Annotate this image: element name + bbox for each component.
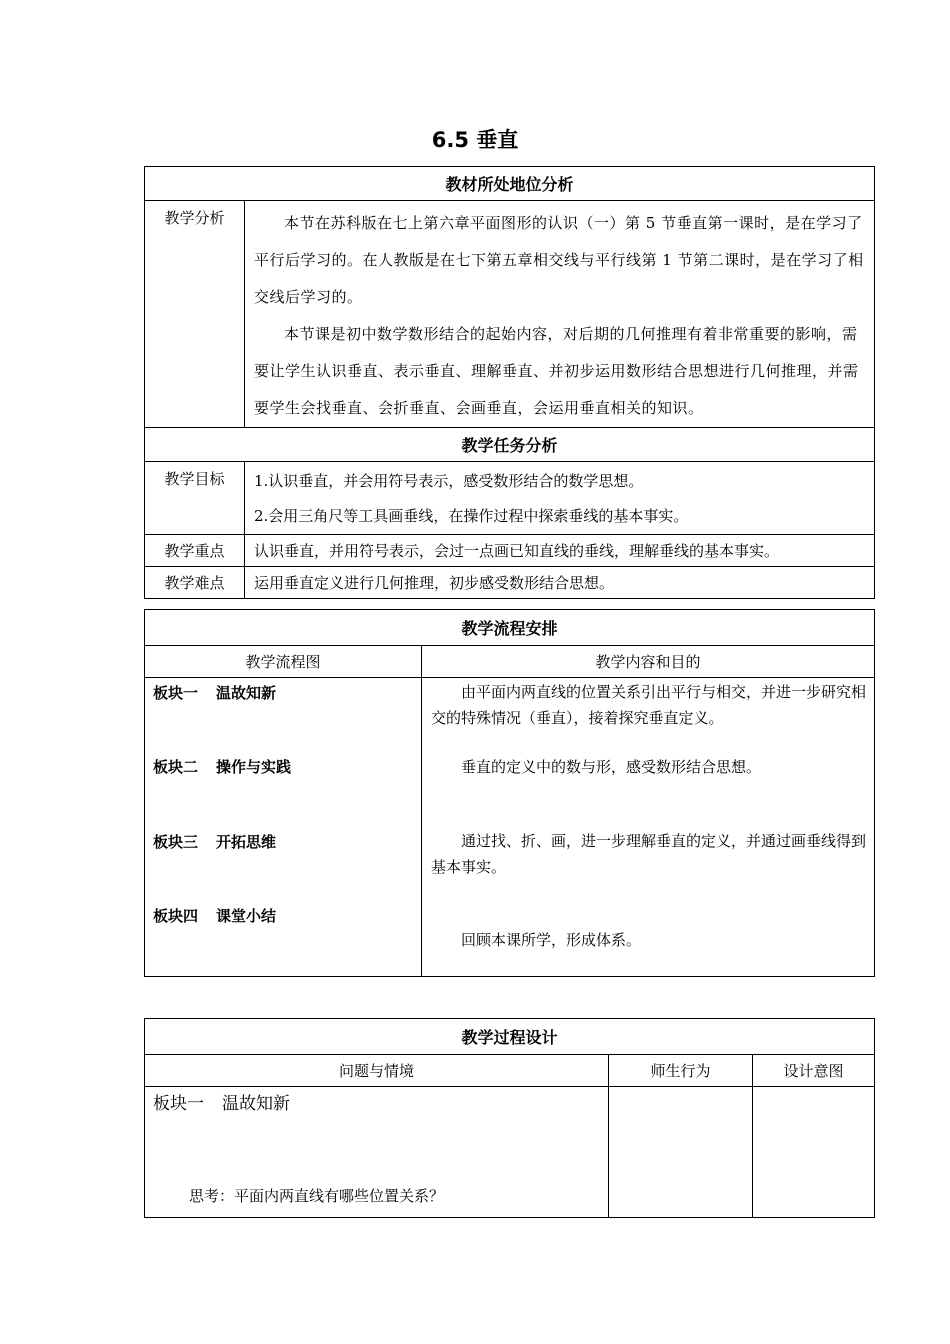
flow-blocks	[145, 678, 422, 977]
flow-block-1: 板块一 温故知新	[153, 684, 277, 702]
process-table	[144, 1018, 875, 1218]
analysis-paragraph: 本节课是初中数学数形结合的起始内容，对后期的几何推理有着非常重要的影响，需要让学生认识垂直、表示垂直、理解垂直、并初步运用数形结合思想进行几何推理，并需要学生会找垂直、会折垂直、会画垂直，会运用垂直相关的知识。	[254, 325, 859, 417]
flow-content-3: 通过找、折、画，进一步理解垂直的定义，并通过画垂线得到基本事实。	[431, 832, 867, 876]
col-header-question: 问题与情境	[145, 1055, 609, 1087]
flow-contents	[422, 678, 875, 977]
section-header-position: 教材所处地位分析	[145, 167, 875, 201]
col-header-behavior: 师生行为	[609, 1055, 753, 1087]
key-content: 认识垂直，并用符号表示，会过一点画已知直线的垂线，理解垂线的基本事实。	[245, 535, 875, 567]
flow-block-2: 板块二 操作与实践	[153, 758, 292, 776]
difficulty-content: 运用垂直定义进行几何推理，初步感受数形结合思想。	[245, 567, 875, 599]
goal-line: 1.认识垂直，并会用符号表示，感受数形结合的数学思想。	[254, 472, 644, 490]
flow-content-2: 垂直的定义中的数与形，感受数形结合思想。	[461, 758, 762, 776]
flow-block-3: 板块三 开拓思维	[153, 833, 277, 851]
process-question: 思考：平面内两直线有哪些位置关系？	[189, 1187, 445, 1205]
goals-content	[245, 462, 875, 535]
page-title: 6.5 垂直	[431, 128, 519, 152]
row-label-analysis: 教学分析	[145, 201, 245, 428]
goal-line: 2.会用三角尺等工具画垂线，在操作过程中探索垂线的基本事实。	[254, 507, 689, 525]
analysis-paragraph: 本节在苏科版在七上第六章平面图形的认识（一）第 5 节垂直第一课时，是在学习了平行后学习的。在人教版是在七下第五章相交线与平行线第 1 节第二课时，是在学习了相交线后学习的。	[254, 214, 864, 306]
flow-content-4: 回顾本课所学，形成体系。	[461, 931, 642, 949]
col-header-flowchart: 教学流程图	[145, 646, 422, 678]
row-label-goals: 教学目标	[145, 462, 245, 535]
process-block-title: 板块一 温故知新	[153, 1094, 290, 1114]
flow-content-1: 由平面内两直线的位置关系引出平行与相交，并进一步研究相交的特殊情况（垂直），接着探究垂直定义。	[431, 683, 867, 727]
section-header-process: 教学过程设计	[145, 1019, 875, 1055]
process-intent-cell	[753, 1087, 875, 1218]
analysis-table	[144, 166, 875, 599]
flow-block-4: 板块四 课堂小结	[153, 907, 277, 925]
col-header-intent: 设计意图	[753, 1055, 875, 1087]
flow-table	[144, 609, 875, 977]
analysis-content	[245, 201, 875, 428]
process-question-cell	[145, 1087, 609, 1218]
row-label-key: 教学重点	[145, 535, 245, 567]
process-behavior-cell	[609, 1087, 753, 1218]
section-header-tasks: 教学任务分析	[145, 428, 875, 462]
col-header-content: 教学内容和目的	[422, 646, 875, 678]
section-header-flow: 教学流程安排	[145, 610, 875, 646]
row-label-difficulty: 教学难点	[145, 567, 245, 599]
